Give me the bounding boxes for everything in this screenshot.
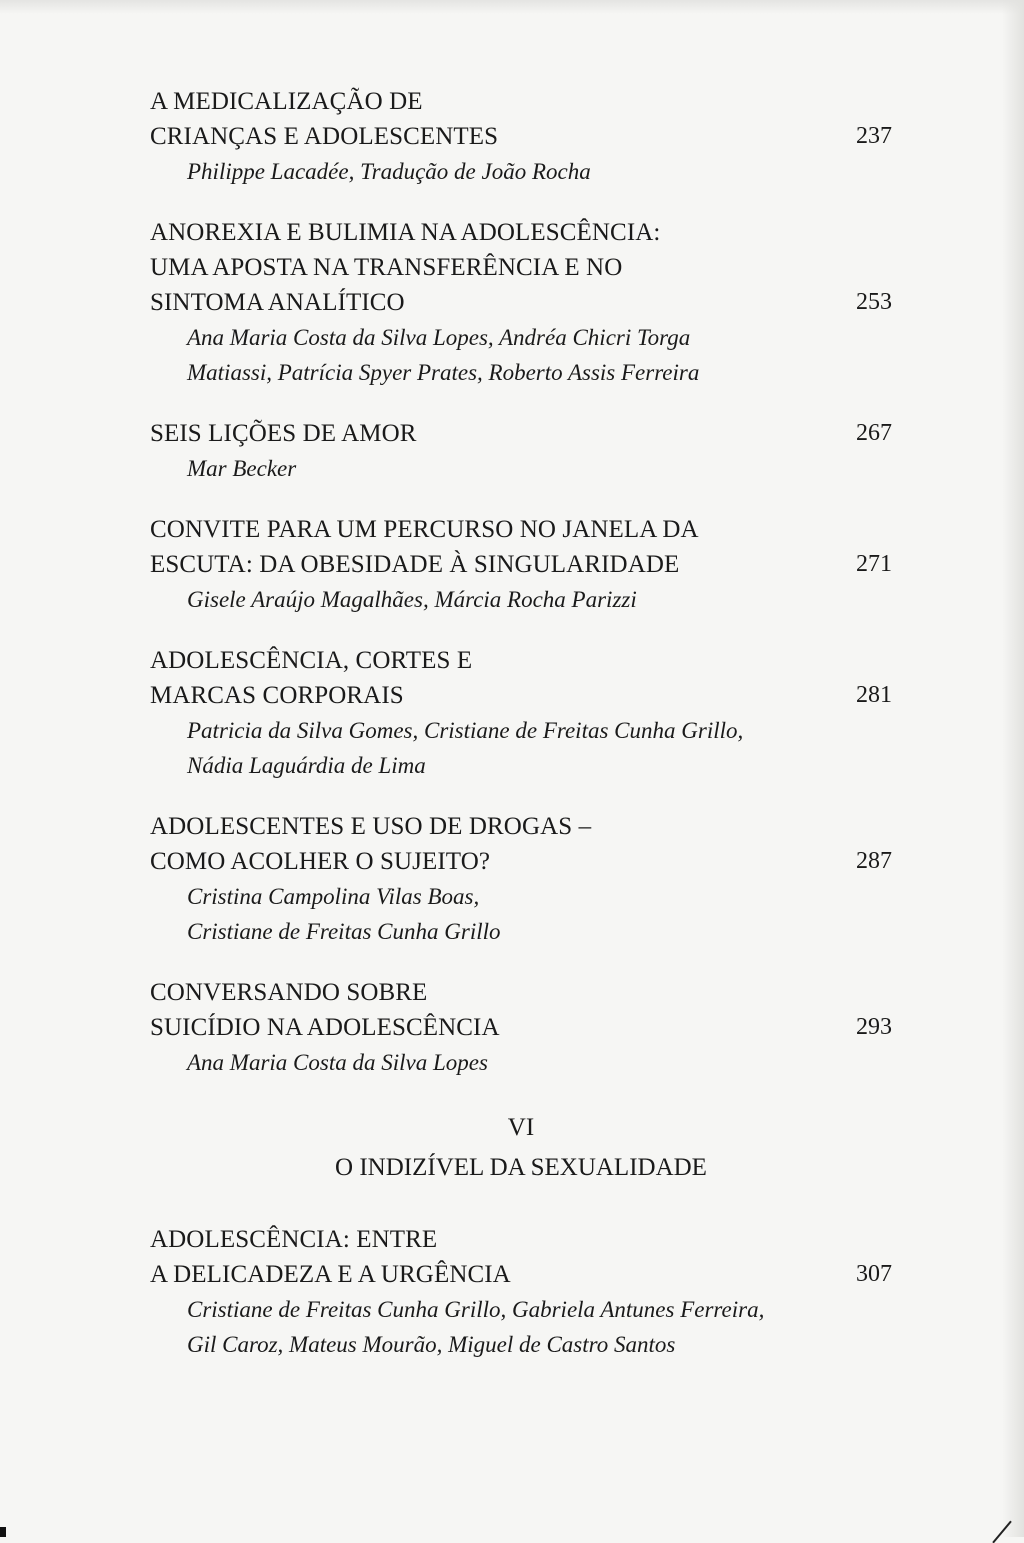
entry-title-line: SUICÍDIO NA ADOLESCÊNCIA (150, 1014, 500, 1041)
table-of-contents (150, 84, 892, 1388)
entry-author-line: Mar Becker (187, 456, 297, 481)
entry-page-number: 253 (856, 289, 892, 315)
section-heading (150, 1110, 892, 1186)
section-title: O INDIZÍVEL DA SEXUALIDADE (335, 1154, 707, 1181)
entry-title-line: SINTOMA ANALÍTICO (150, 289, 405, 316)
entry-title-line: CRIANÇAS E ADOLESCENTES (150, 123, 499, 150)
entry-author-line: Patricia da Silva Gomes, Cristiane de Freitas Cunha Grillo, (187, 718, 744, 743)
entry-title-line: ADOLESCÊNCIA, CORTES E (150, 647, 473, 674)
toc-entry (150, 512, 892, 617)
toc-entry (150, 809, 892, 949)
entry-title-line: ANOREXIA E BULIMIA NA ADOLESCÊNCIA: (150, 219, 661, 246)
page-right-shadow (1002, 0, 1024, 1537)
section-numeral: VI (507, 1114, 535, 1141)
toc-entry (150, 215, 892, 390)
entry-title-line: ADOLESCENTES E USO DE DROGAS – (150, 813, 592, 840)
entry-author-line: Cristiane de Freitas Cunha Grillo, Gabriela Antunes Ferreira, (187, 1297, 765, 1322)
entry-author-line: Ana Maria Costa da Silva Lopes (187, 1050, 488, 1075)
entry-title-line: SEIS LIÇÕES DE AMOR (150, 420, 417, 447)
entry-page-number: 281 (856, 682, 892, 708)
scan-mark (0, 1527, 6, 1537)
entry-title-line: CONVERSANDO SOBRE (150, 979, 428, 1006)
page-top-shadow (0, 0, 1024, 14)
entry-author-line: Nádia Laguárdia de Lima (187, 753, 426, 778)
entry-page-number: 271 (856, 551, 892, 577)
entry-page-number: 307 (856, 1261, 892, 1287)
entry-author-line: Cristiane de Freitas Cunha Grillo (187, 919, 501, 944)
entry-page-number: 287 (856, 848, 892, 874)
entry-title-line: A DELICADEZA E A URGÊNCIA (150, 1261, 511, 1288)
entry-page-number: 293 (856, 1014, 892, 1040)
entry-title-line: MARCAS CORPORAIS (150, 682, 404, 709)
toc-entries-before-section (150, 84, 892, 1080)
entry-title-line: A MEDICALIZAÇÃO DE (150, 88, 423, 115)
toc-entries-after-section (150, 1222, 892, 1362)
entry-author-line: Ana Maria Costa da Silva Lopes, Andréa Chicri Torga (187, 325, 691, 350)
entry-title-line: UMA APOSTA NA TRANSFERÊNCIA E NO (150, 254, 623, 281)
toc-entry (150, 975, 892, 1080)
entry-title-line: ESCUTA: DA OBESIDADE À SINGULARIDADE (150, 551, 680, 578)
entry-page-number: 267 (856, 420, 892, 446)
toc-entry (150, 1222, 892, 1362)
toc-entry (150, 84, 892, 189)
entry-page-number: 237 (856, 123, 892, 149)
entry-title-line: ADOLESCÊNCIA: ENTRE (150, 1226, 438, 1253)
entry-author-line: Philippe Lacadée, Tradução de João Rocha (187, 159, 591, 184)
entry-author-line: Cristina Campolina Vilas Boas, (187, 884, 480, 909)
toc-entry (150, 643, 892, 783)
toc-entry (150, 416, 892, 486)
entry-author-line: Matiassi, Patrícia Spyer Prates, Roberto Assis Ferreira (187, 360, 700, 385)
entry-title-line: CONVITE PARA UM PERCURSO NO JANELA DA (150, 516, 699, 543)
entry-author-line: Gisele Araújo Magalhães, Márcia Rocha Parizzi (187, 587, 637, 612)
entry-author-line: Gil Caroz, Mateus Mourão, Miguel de Castro Santos (187, 1332, 676, 1357)
entry-title-line: COMO ACOLHER O SUJEITO? (150, 848, 491, 875)
